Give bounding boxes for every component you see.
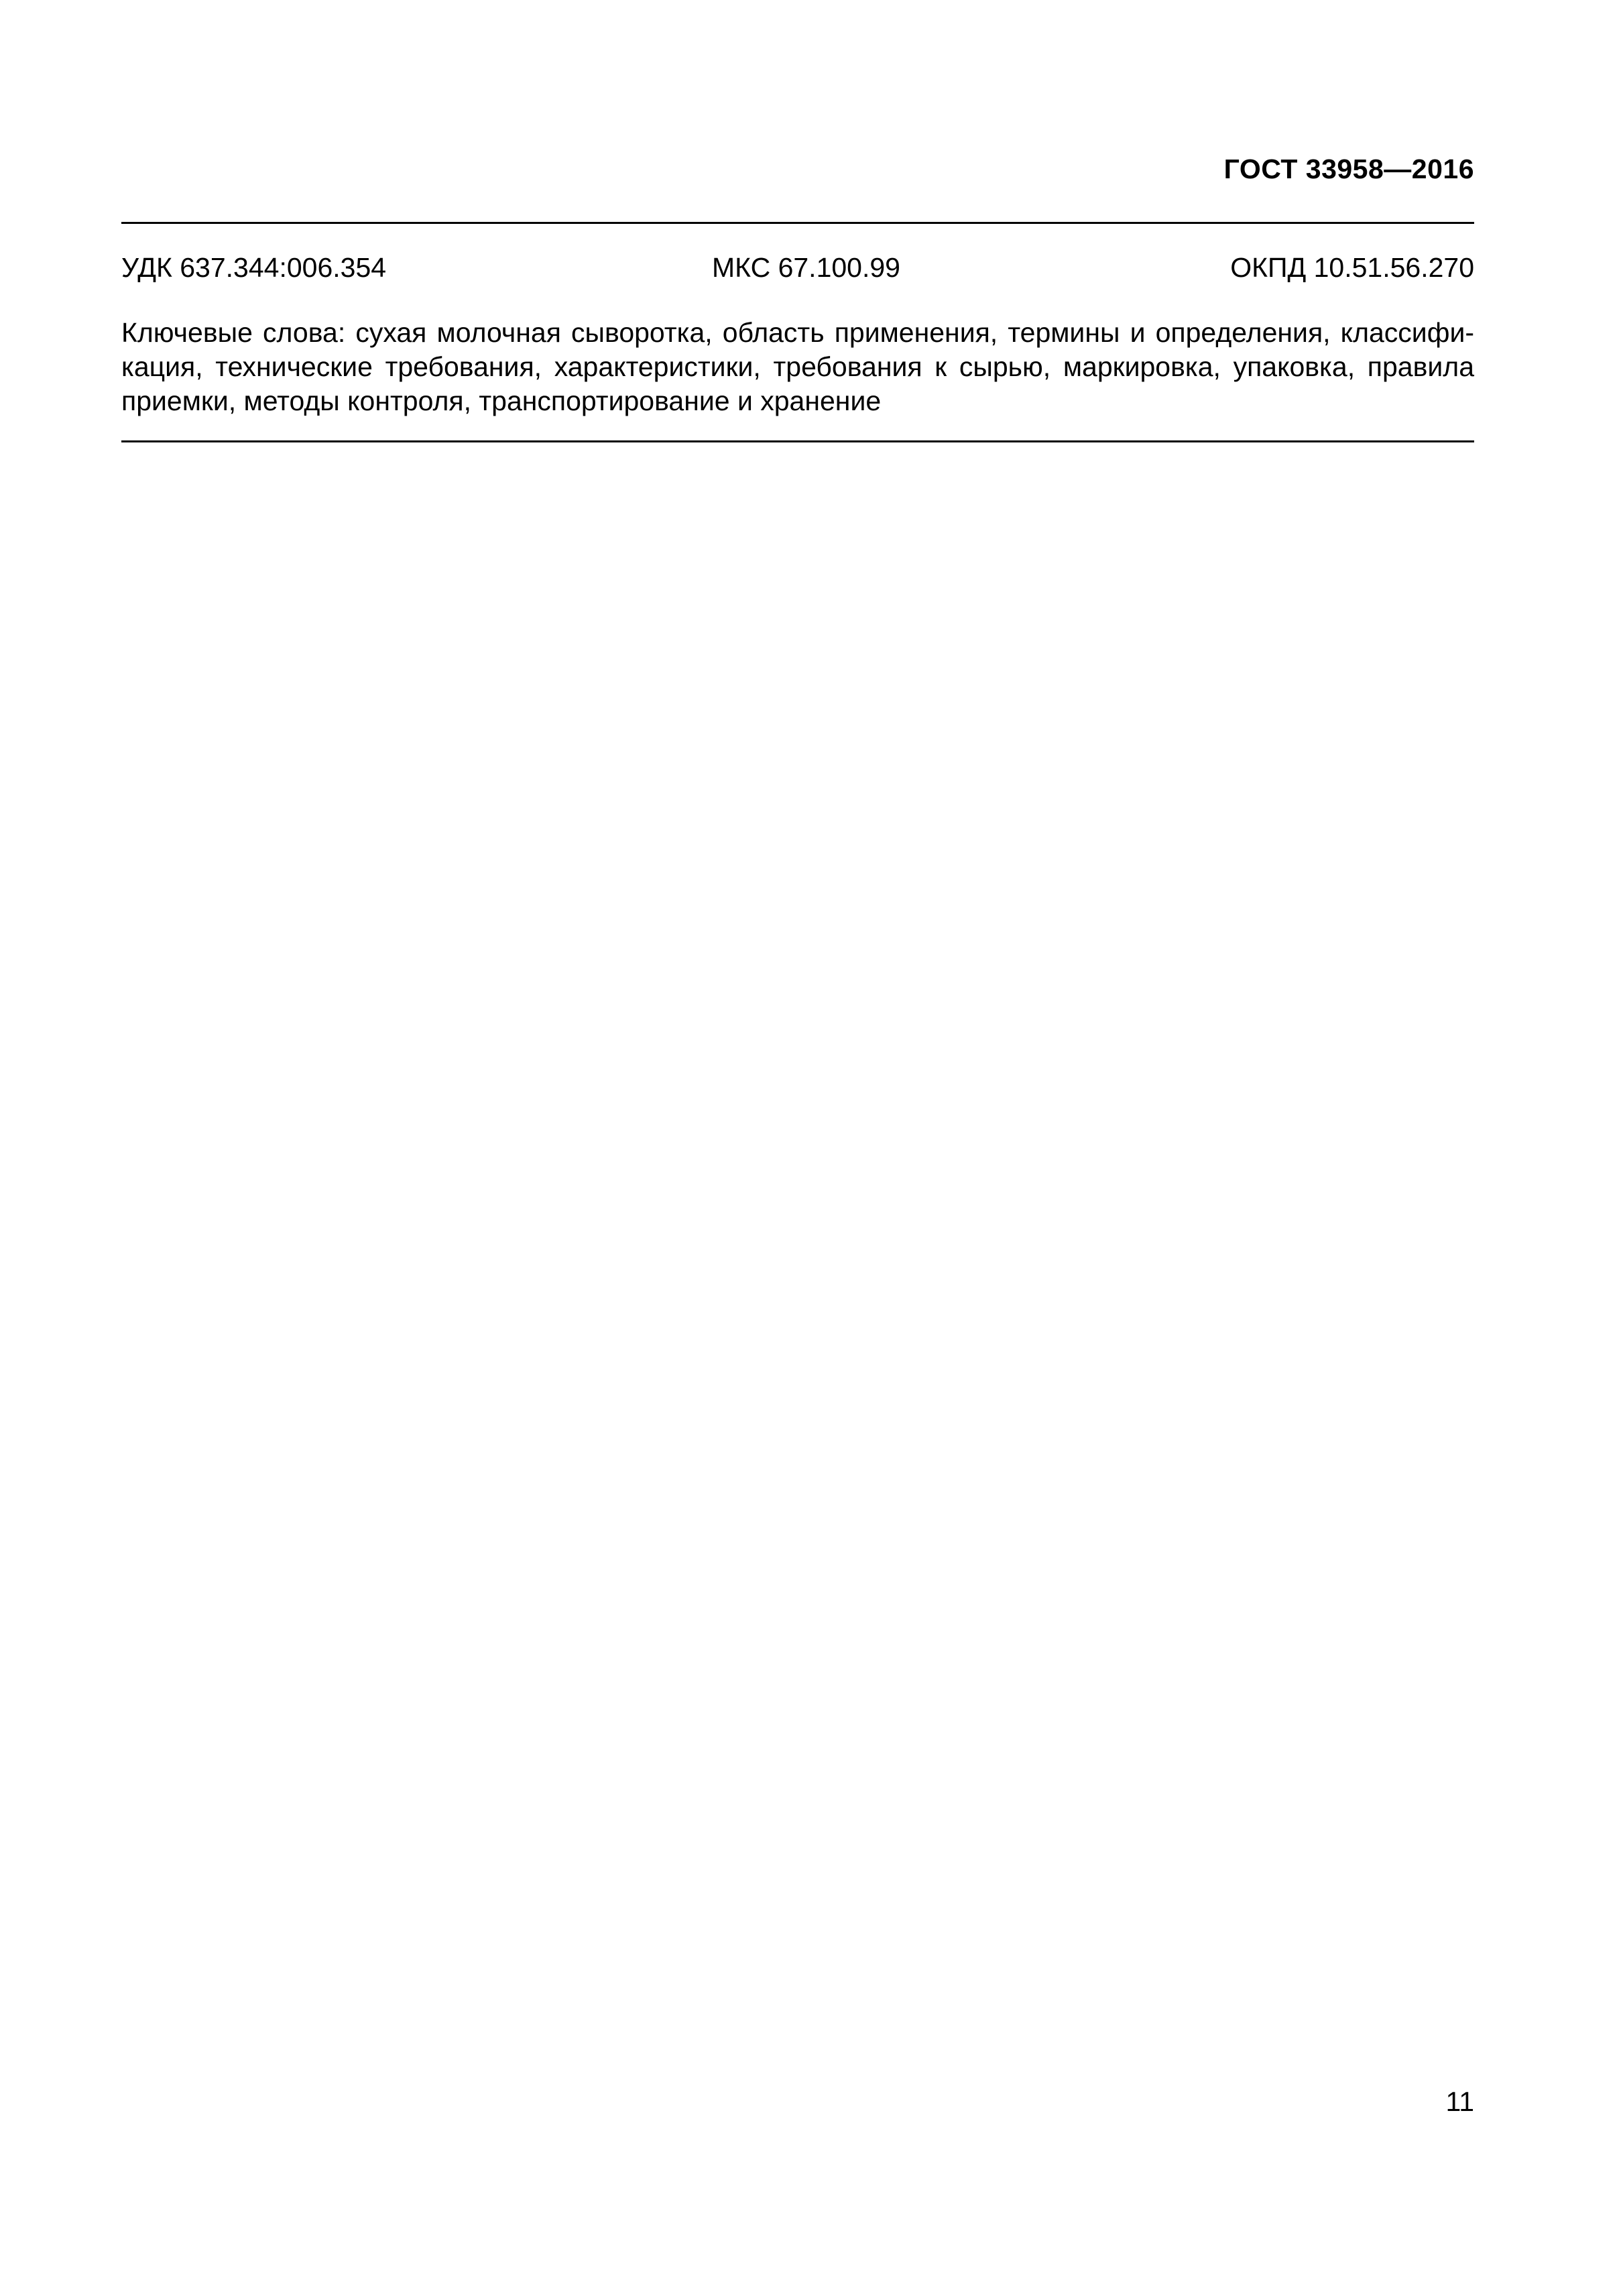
document-code: ГОСТ 33958—2016 — [1223, 154, 1474, 184]
keywords-paragraph — [121, 316, 1474, 418]
top-divider — [121, 222, 1474, 224]
keywords-line: приемки, методы контроля, транспортирование и хранение — [121, 385, 882, 416]
mks-code: МКС 67.100.99 — [712, 252, 900, 283]
keywords-line: кация, технические требования, характеристики, требования к сырью, маркировка, упаковка, правила — [121, 351, 1474, 382]
okpd-code: ОКПД 10.51.56.270 — [1230, 252, 1474, 283]
bottom-divider — [121, 440, 1474, 442]
classification-row — [121, 251, 1474, 284]
udk-code: УДК 637.344:006.354 — [121, 252, 387, 283]
keywords-line: Ключевые слова: сухая молочная сыворотка, область применения, термины и определения, классифи- — [121, 317, 1474, 348]
page-number: 11 — [1445, 2086, 1474, 2117]
